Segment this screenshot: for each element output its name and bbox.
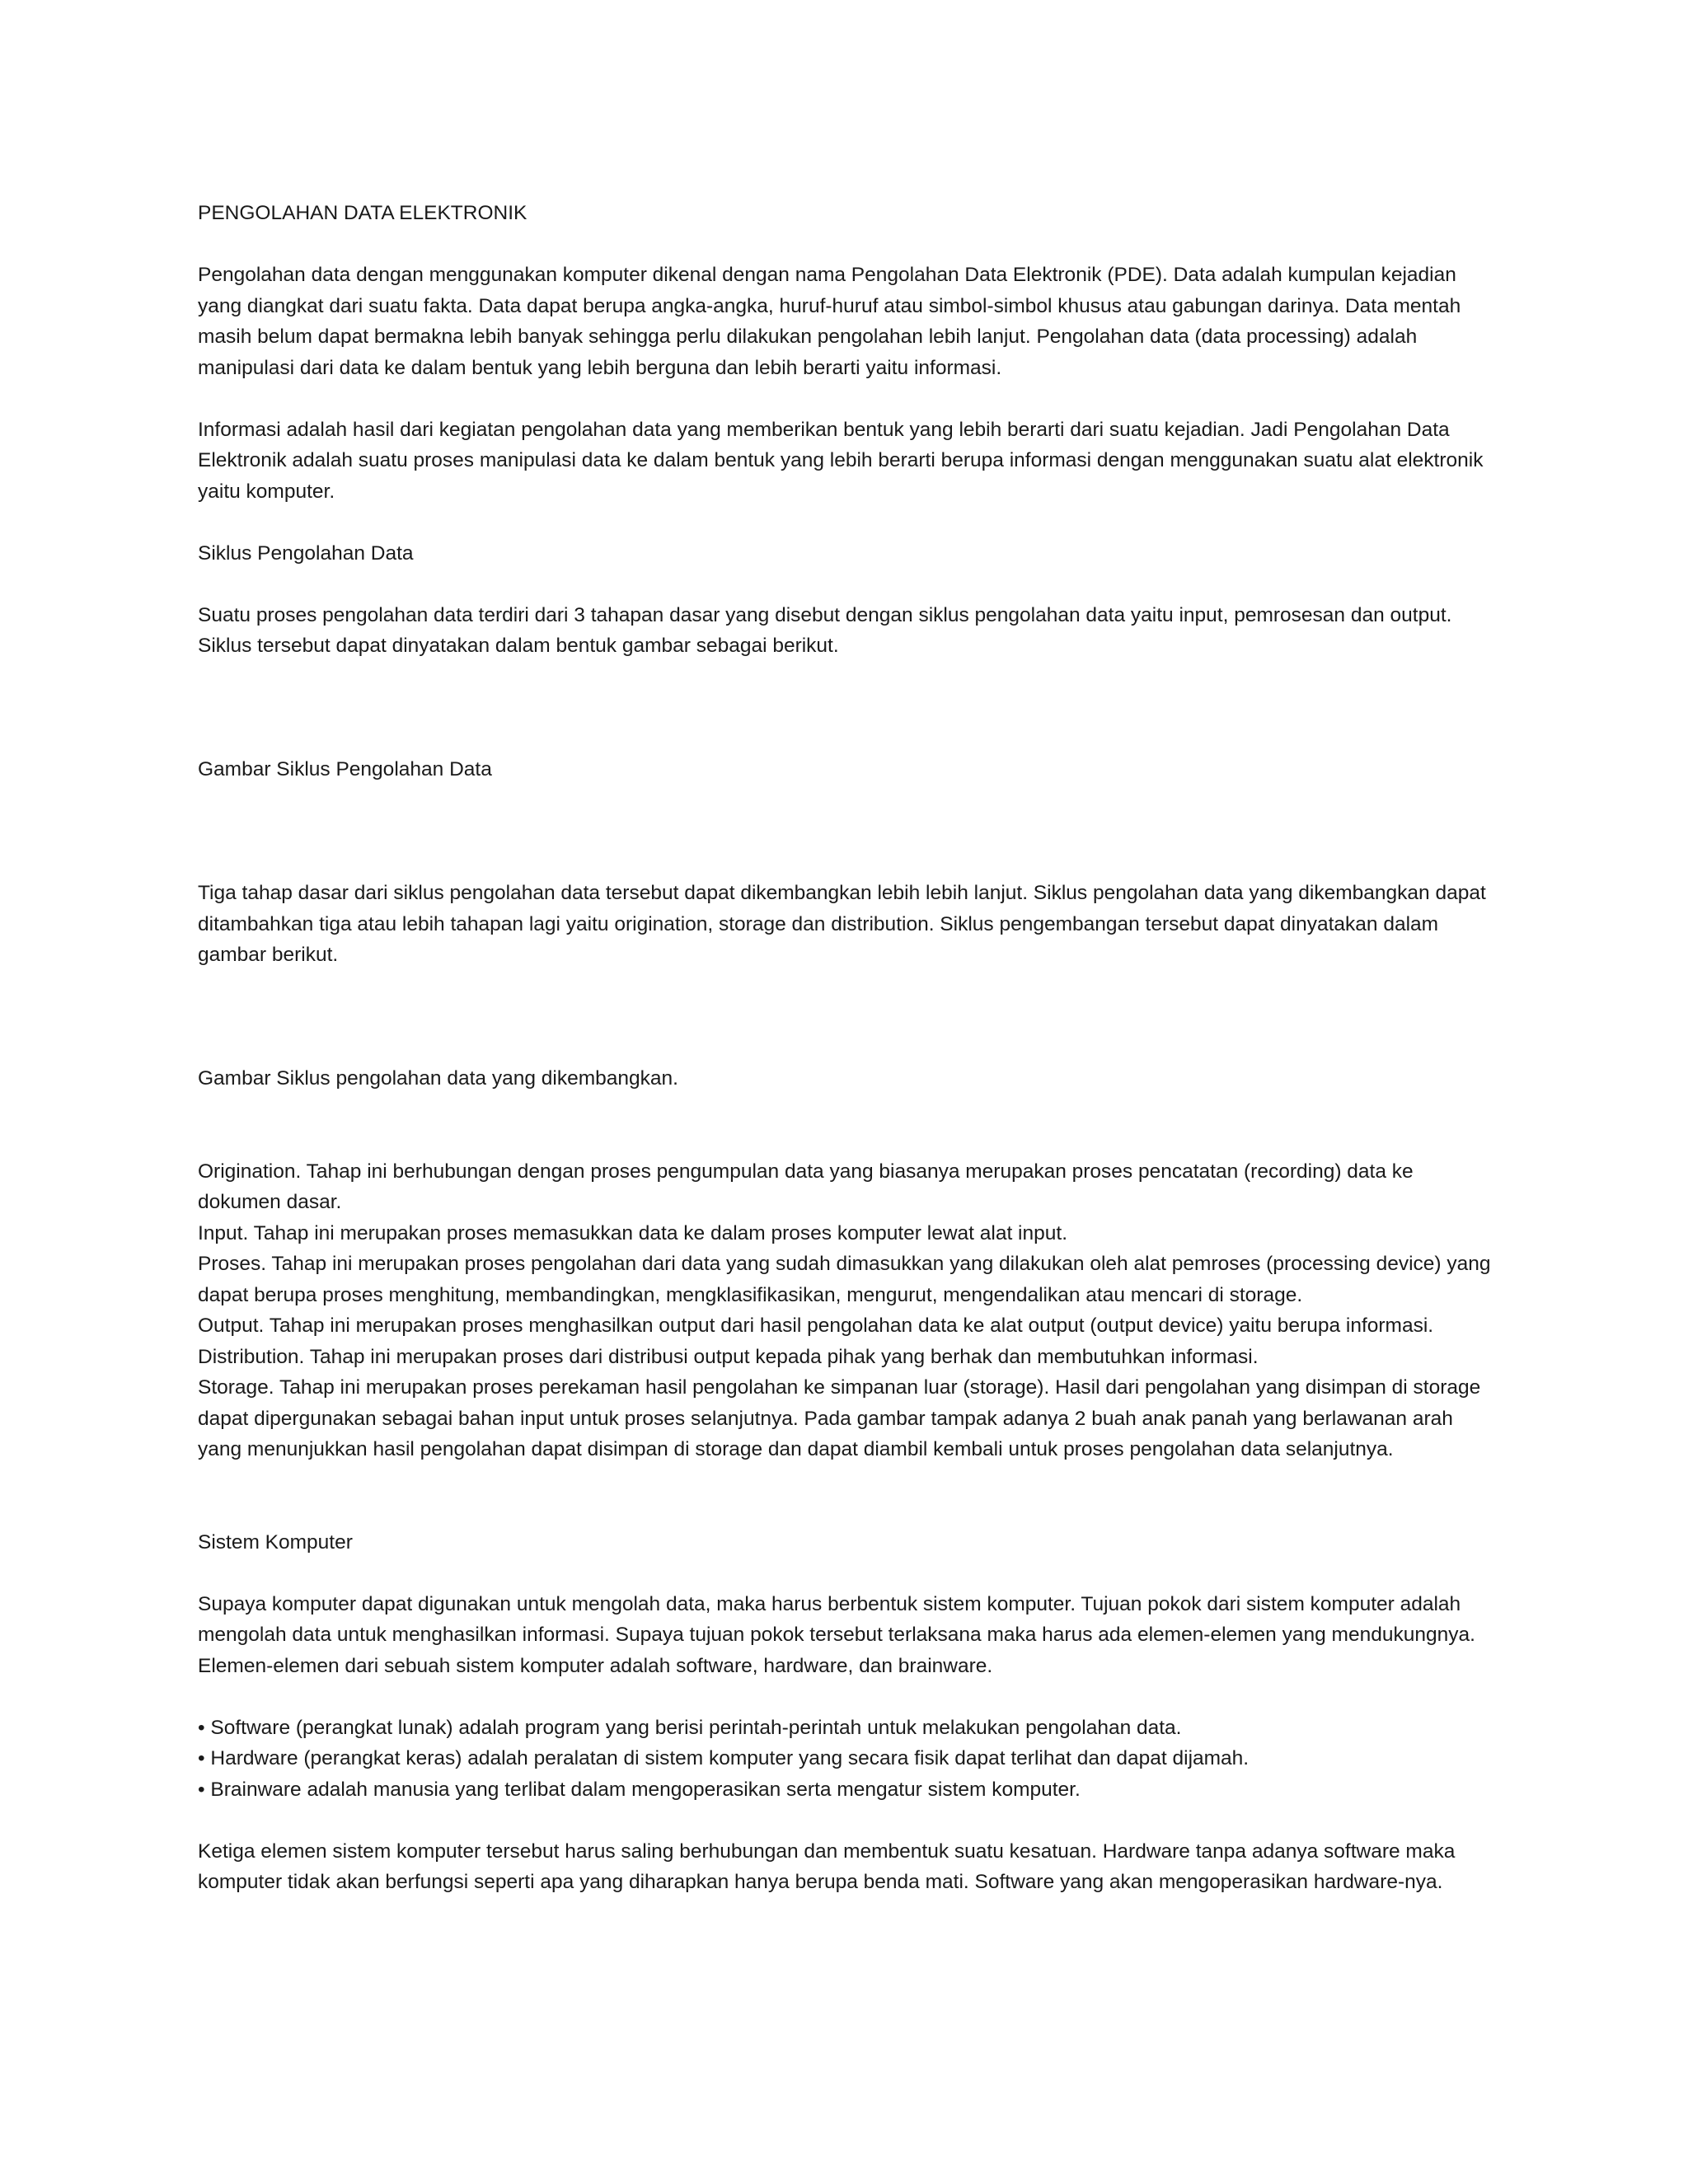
spacer bbox=[198, 383, 1500, 415]
spacer bbox=[198, 785, 1500, 879]
step-proses: Proses. Tahap ini merupakan proses pengolahan dari data yang sudah dimasukkan yang dilakukan oleh alat pemroses (processing device) yang dapat berupa proses menghitung, membandingkan, mengklasifikasikan, mengurut, mengendalikan atau mencari di storage. bbox=[198, 1253, 1491, 1306]
spacer bbox=[198, 1558, 1500, 1589]
spacer bbox=[198, 1094, 1500, 1156]
sistem-paragraph-2: Ketiga elemen sistem komputer tersebut harus saling berhubungan dan membentuk suatu kesatuan. Hardware tanpa adanya software maka komputer tidak akan berfungsi seperti apa yang diharapkan hanya berupa benda mati. Software yang akan mengoperasikan hardware-nya. bbox=[198, 1840, 1456, 1893]
spacer bbox=[198, 1805, 1500, 1836]
sistem-paragraph-1: Supaya komputer dapat digunakan untuk mengolah data, maka harus berbentuk sistem komputer. Tujuan pokok dari sistem komputer adalah mengolah data untuk menghasilkan informasi. Supaya tujuan pokok tersebut terlaksana maka harus ada elemen-elemen yang mendukungnya. Elemen-elemen dari sebuah sistem komputer adalah software, hardware, dan brainware. bbox=[198, 1592, 1475, 1677]
heading-sistem-komputer: Sistem Komputer bbox=[198, 1530, 353, 1554]
figure-caption-2: Gambar Siklus pengolahan data yang dikembangkan. bbox=[198, 1067, 678, 1090]
spacer bbox=[198, 507, 1500, 538]
step-origination: Origination. Tahap ini berhubungan dengan proses pengumpulan data yang biasanya merupakan proses pencatatan (recording) data ke dokumen dasar. bbox=[198, 1160, 1414, 1213]
intro-paragraph-1: Pengolahan data dengan menggunakan komputer dikenal dengan nama Pengolahan Data Elektronik (PDE). Data adalah kumpulan kejadian yang diangkat dari suatu fakta. Data dapat berupa angka-angka, huruf-huruf atau simbol-simbol khusus atau gabungan darinya. Data mentah masih belum dapat bermakna lebih banyak sehingga perlu dilakukan pengolahan lebih lanjut. Pengolahan data (data processing) adalah manipulasi dari data ke dalam bentuk yang lebih berguna dan lebih berarti yaitu informasi. bbox=[198, 264, 1461, 379]
spacer bbox=[198, 229, 1500, 260]
step-storage: Storage. Tahap ini merupakan proses perekaman hasil pengolahan ke simpanan luar (storage). Hasil dari pengolahan yang disimpan di storage dapat dipergunakan sebagai bahan input untuk proses selanjutnya. Pada gambar tampak adanya 2 buah anak panah yang berlawanan arah yang menunjukkan hasil pengolahan dapat disimpan di storage dan dapat diambil kembali untuk proses pengolahan data selanjutnya. bbox=[198, 1376, 1481, 1460]
figure-placeholder-1 bbox=[198, 662, 1500, 755]
siklus-paragraph-2: Tiga tahap dasar dari siklus pengolahan data tersebut dapat dikembangkan lebih lebih lanjut. Siklus pengolahan data yang dikembangkan dapat ditambahkan tiga atau lebih tahapan lagi yaitu origination, storage dan distribution. Siklus pengembangan tersebut dapat dinyatakan dalam gambar berikut. bbox=[198, 882, 1486, 966]
bullet-hardware: • Hardware (perangkat keras) adalah peralatan di sistem komputer yang secara fisik dapat terlihat dan dapat dijamah. bbox=[198, 1747, 1250, 1769]
bullet-brainware: • Brainware adalah manusia yang terlibat dalam mengoperasikan serta mengatur sistem komputer. bbox=[198, 1778, 1081, 1801]
step-input: Input. Tahap ini merupakan proses memasukkan data ke dalam proses komputer lewat alat input. bbox=[198, 1221, 1067, 1244]
figure-placeholder-2 bbox=[198, 971, 1500, 1064]
spacer bbox=[198, 569, 1500, 600]
document-title: PENGOLAHAN DATA ELEKTRONIK bbox=[198, 202, 528, 224]
spacer bbox=[198, 1681, 1500, 1713]
spacer bbox=[198, 1465, 1500, 1527]
document-page bbox=[198, 198, 1500, 1898]
figure-caption-1: Gambar Siklus Pengolahan Data bbox=[198, 758, 492, 780]
intro-paragraph-2: Informasi adalah hasil dari kegiatan pengolahan data yang memberikan bentuk yang lebih berarti dari suatu kejadian. Jadi Pengolahan Data Elektronik adalah suatu proses manipulasi data ke dalam bentuk yang lebih berarti berupa informasi dengan menggunakan suatu alat elektronik yaitu komputer. bbox=[198, 418, 1484, 503]
heading-siklus: Siklus Pengolahan Data bbox=[198, 541, 414, 565]
siklus-paragraph-1: Suatu proses pengolahan data terdiri dari 3 tahapan dasar yang disebut dengan siklus pengolahan data yaitu input, pemrosesan dan output. Siklus tersebut dapat dinyatakan dalam bentuk gambar sebagai berikut. bbox=[198, 603, 1452, 657]
bullet-software: • Software (perangkat lunak) adalah program yang berisi perintah-perintah untuk melakukan pengolahan data. bbox=[198, 1716, 1182, 1739]
step-distribution: Distribution. Tahap ini merupakan proses dari distribusi output kepada pihak yang berhak dan membutuhkan informasi. bbox=[198, 1345, 1259, 1368]
step-output: Output. Tahap ini merupakan proses menghasilkan output dari hasil pengolahan data ke alat output (output device) yaitu berupa informasi. bbox=[198, 1315, 1434, 1337]
